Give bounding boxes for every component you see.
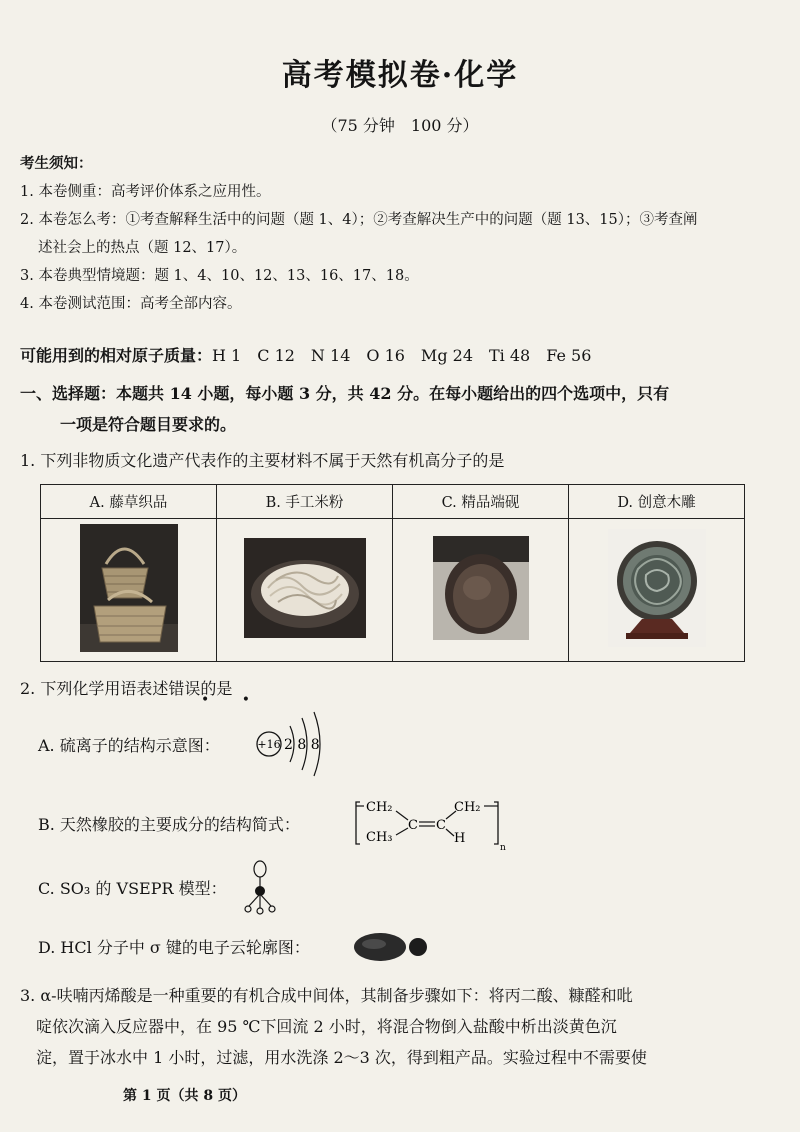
question-1-stem: 1. 下列非物质文化遗产代表作的主要材料不属于天然有机高分子的是 (20, 451, 505, 470)
rattan-baskets-photo (80, 524, 178, 652)
notice-item: 述社会上的热点（题 12、17）。 (38, 240, 247, 256)
section-heading (20, 378, 790, 440)
question-2-option-d: D. HCl 分子中 σ 键的电子云轮廓图： (38, 938, 310, 957)
svg-text:C: C (436, 818, 446, 833)
atomic-masses (20, 343, 591, 366)
notice-item: 3. 本卷典型情境题：题 1、4、10、12、13、16、17、18。 (20, 268, 419, 284)
question-1-options-table (40, 484, 745, 662)
svg-text:CH₂: CH₂ (366, 800, 393, 815)
exam-duration-score: （75 分钟 100 分） (321, 116, 479, 135)
emphasis-dots: • • (201, 692, 264, 708)
rice-noodles-photo (244, 538, 366, 638)
option-d-label: D. 创意木雕 (569, 485, 745, 519)
inkstone-photo (433, 536, 529, 640)
svg-text:CH₂: CH₂ (454, 800, 481, 815)
sulfur-ion-structure-diagram (252, 708, 342, 778)
svg-text:n: n (500, 843, 506, 852)
atomic-masses-values: H 1 C 12 N 14 O 16 Mg 24 Ti 48 Fe 56 (212, 346, 592, 365)
notice-item: 2. 本卷怎么考：①考查解释生活中的问题（题 1、4）；②考查解决生产中的问题（题 13、15）；③考查阐 (20, 212, 698, 228)
option-c-label: C. 精品端砚 (393, 485, 569, 519)
svg-text:CH₃: CH₃ (366, 830, 393, 845)
option-a-label: A. 藤草织品 (41, 485, 217, 519)
option-b-label: B. 手工米粉 (217, 485, 393, 519)
notice-block (20, 150, 790, 318)
svg-text:C: C (408, 818, 418, 833)
notice-item: 1. 本卷侧重：高考评价体系之应用性。 (20, 184, 271, 200)
question-2-option-a: A. 硫离子的结构示意图： (38, 736, 220, 755)
question-2-stem: 2. 下列化学用语表述错误的是 (20, 679, 233, 698)
page-title: 高考模拟卷·化学 (281, 58, 519, 93)
wood-carving-photo (608, 529, 706, 647)
question-2-option-b: B. 天然橡胶的主要成分的结构简式： (38, 815, 300, 834)
nucleus-charge: +16 (257, 738, 281, 751)
natural-rubber-structural-formula (352, 792, 507, 852)
notice-item: 4. 本卷测试范围：高考全部内容。 (20, 296, 242, 312)
electron-shells: 2 8 8 (284, 737, 320, 753)
section-heading-line2: 一项是符合题目要求的。 (60, 415, 237, 434)
page-number: 第 1 页（共 8 页） (123, 1088, 246, 1104)
section-heading-line1: 一、选择题：本题共 14 小题，每小题 3 分，共 42 分。在每小题给出的四个选项中，只有 (20, 384, 670, 403)
svg-text:H: H (454, 831, 466, 846)
question-3-stem: 3. α-呋喃丙烯酸是一种重要的有机合成中间体，其制备步骤如下：将丙二酸、糠醛和吡 啶依次滴入反应器中，在 95 ℃下回流 2 小时，将混合物倒入盐酸中析出淡黄色沉 淀，置于冰水中 1 小时，过滤，用水洗涤 2～3 次，得到粗产品。实验过程中不需要使 (20, 986, 647, 1067)
hcl-sigma-bond-orbital-diagram (352, 930, 432, 964)
atomic-masses-label: 可能用到的相对原子质量： (20, 346, 213, 365)
question-2-option-c: C. SO₃ 的 VSEPR 模型： (38, 879, 227, 898)
so3-vsepr-model (243, 860, 277, 916)
notice-title: 考生须知： (20, 155, 93, 172)
